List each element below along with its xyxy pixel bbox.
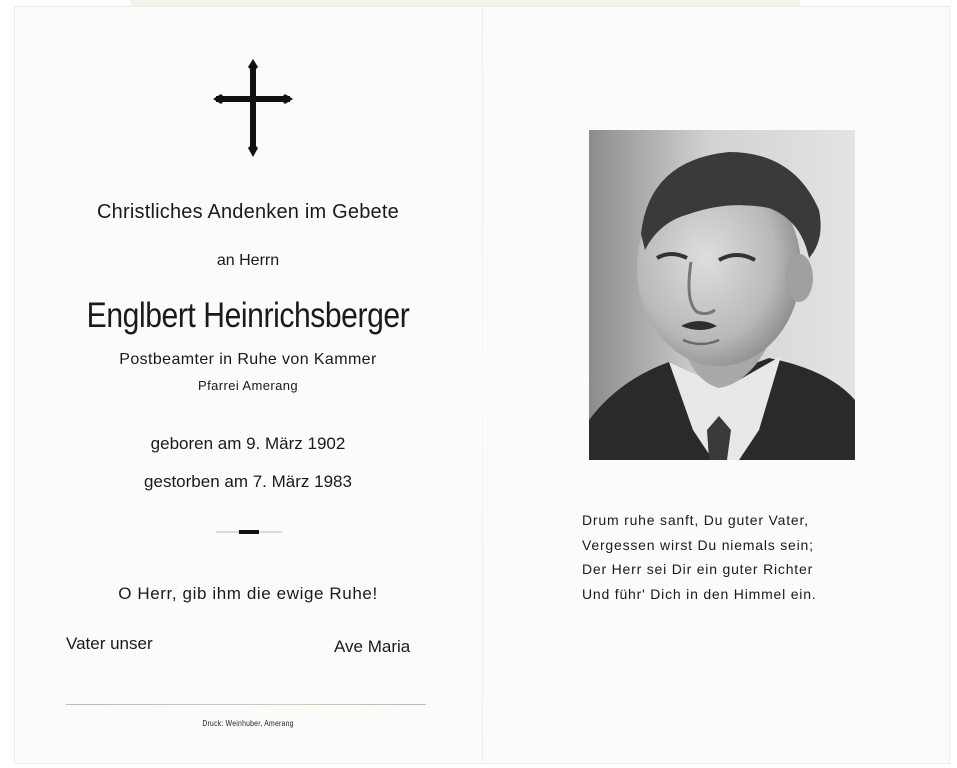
- addressee: an Herrn: [216, 252, 280, 269]
- prayer-ave-maria: Ave Maria: [334, 637, 411, 656]
- occupation: Postbeamter in Ruhe von Kammer: [119, 351, 377, 368]
- right-page: [483, 6, 950, 764]
- verse-line: Drum ruhe sanft, Du guter Vater,: [582, 512, 809, 528]
- prayer-line: O Herr, gib ihm die ewige Ruhe!: [118, 584, 378, 603]
- cross-icon: [213, 57, 293, 157]
- left-page: [14, 6, 482, 764]
- verse-line: Der Herr sei Dir ein guter Richter: [582, 561, 814, 577]
- portrait-photo: [589, 130, 855, 460]
- footer-rule: [66, 704, 426, 705]
- parish: Pfarrei Amerang: [198, 378, 298, 393]
- prayer-vater-unser: Vater unser: [66, 634, 153, 653]
- card-heading: Christliches Andenken im Gebete: [97, 201, 399, 223]
- death-date: gestorben am 7. März 1983: [144, 472, 352, 491]
- verse-line: Vergessen wirst Du niemals sein;: [582, 536, 814, 553]
- verse-line: Und führ' Dich in den Himmel ein.: [582, 585, 817, 602]
- printer-credit: Druck: Weinhuber, Amerang: [202, 719, 294, 728]
- birth-date: geboren am 9. März 1902: [150, 434, 346, 453]
- memorial-verse: [582, 508, 902, 606]
- deceased-name: Englbert Heinrichsberger: [86, 296, 410, 335]
- divider-ornament: [216, 529, 282, 535]
